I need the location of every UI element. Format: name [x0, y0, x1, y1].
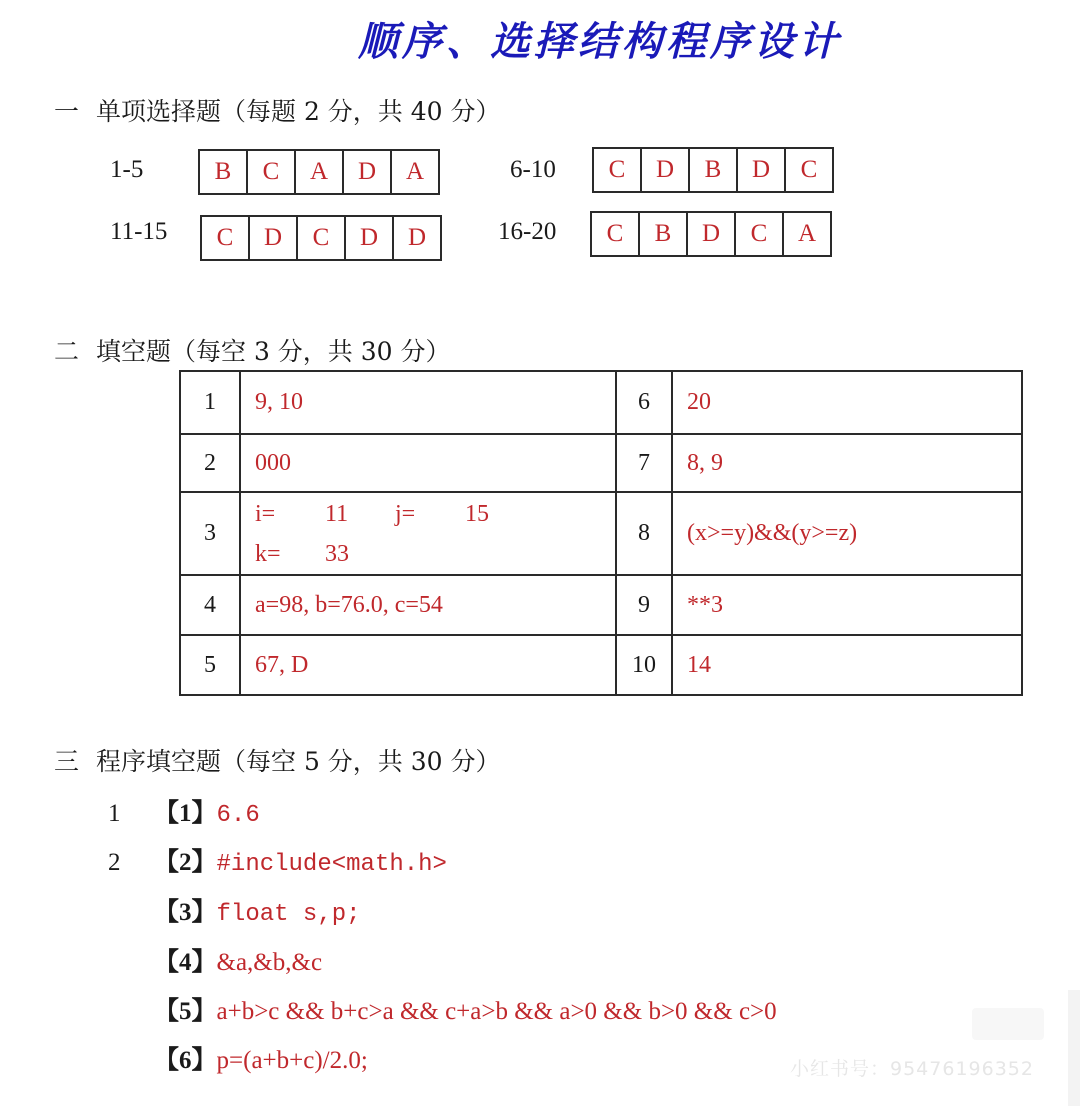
blank-label: 【6】: [154, 1047, 217, 1074]
answer-cell: 9, 10: [240, 371, 616, 434]
answer-cell: **3: [672, 575, 1022, 635]
section-heading-program-fill-in: [54, 744, 501, 780]
section-title: 填空题（每空 3 分，共 30 分）: [96, 337, 451, 366]
blank-label: 【4】: [154, 949, 217, 976]
answer-cell: 20: [672, 371, 1022, 434]
question-number: 9: [616, 575, 672, 635]
answer-cell: a=98, b=76.0, c=54: [240, 575, 616, 635]
choice-range-label: 6-10: [510, 156, 556, 183]
program-answer-item: [108, 845, 447, 883]
question-number: 1: [180, 371, 240, 434]
code-answer: a+b>c && b+c>a && c+a>b && a>0 && b>0 && c>0: [216, 998, 777, 1025]
answer-box: C: [202, 217, 250, 259]
section-heading-fill-in: [54, 334, 451, 370]
table-row: [180, 434, 1022, 492]
answer-box: C: [594, 149, 642, 191]
answer-cell: 000: [240, 434, 616, 492]
answer-cell: [240, 492, 616, 575]
answer-boxes: [592, 147, 834, 193]
answer-box: C: [298, 217, 346, 259]
blank-label: 【3】: [154, 899, 217, 926]
answer-box: B: [690, 149, 738, 191]
choice-range-label: 11-15: [110, 218, 168, 245]
choice-range-label: 16-20: [498, 218, 557, 245]
answer-line: [255, 494, 615, 534]
program-answer-item: [108, 945, 322, 981]
answer-box: A: [797, 220, 817, 247]
program-answer-item: [108, 895, 361, 933]
answer-token: 15: [465, 500, 489, 527]
code-answer: 6.6: [216, 802, 260, 829]
answer-boxes: [198, 149, 440, 195]
watermark-badge: [972, 1008, 1044, 1040]
section-heading-multiple-choice: [54, 94, 501, 130]
problem-number: 1: [108, 800, 121, 827]
code-answer: float s,p;: [216, 901, 361, 928]
choice-range-label: 1-5: [110, 156, 144, 183]
question-number: 3: [180, 492, 240, 575]
answer-box: C: [800, 156, 818, 183]
question-number: 4: [180, 575, 240, 635]
answer-box: C: [736, 213, 784, 255]
answer-box: D: [407, 224, 427, 251]
program-answer-item: [108, 1043, 368, 1079]
question-number: 6: [616, 371, 672, 434]
answer-box: D: [344, 151, 392, 193]
answer-boxes: [590, 211, 832, 257]
section-title: 程序填空题（每空 5 分，共 30 分）: [96, 747, 501, 776]
section-number: 二: [54, 337, 80, 366]
fill-in-answer-table: [179, 370, 1023, 696]
answer-token: 11: [325, 500, 349, 527]
answer-cell: 8, 9: [672, 434, 1022, 492]
table-row: [180, 575, 1022, 635]
answer-box: C: [592, 213, 640, 255]
answer-box: B: [640, 213, 688, 255]
blank-label: 【2】: [154, 849, 217, 876]
program-answer-item: [108, 796, 260, 834]
answer-boxes: [200, 215, 442, 261]
question-number: 8: [616, 492, 672, 575]
answer-box: A: [296, 151, 344, 193]
question-number: 10: [616, 635, 672, 695]
answer-token: j=: [395, 500, 416, 527]
code-answer: &a,&b,&c: [216, 949, 323, 976]
page-edge: [1068, 990, 1080, 1106]
table-row: [180, 635, 1022, 695]
section-number: 三: [54, 747, 80, 776]
blank-label: 【1】: [154, 800, 217, 827]
answer-box: D: [738, 149, 786, 191]
problem-number: 2: [108, 849, 121, 876]
code-answer: p=(a+b+c)/2.0;: [216, 1047, 368, 1074]
answer-cell: 14: [672, 635, 1022, 695]
document-title: 顺序、选择结构程序设计: [358, 18, 842, 65]
answer-token: 33: [325, 540, 349, 567]
section-title: 单项选择题（每题 2 分，共 40 分）: [96, 97, 501, 126]
table-row: [180, 371, 1022, 434]
table-row: [180, 492, 1022, 575]
section-number: 一: [54, 97, 80, 126]
answer-cell: (x>=y)&&(y>=z): [672, 492, 1022, 575]
answer-box: D: [642, 149, 690, 191]
program-answer-item: [108, 994, 777, 1030]
answer-box: D: [346, 217, 394, 259]
answer-box: D: [688, 213, 736, 255]
answer-box: B: [200, 151, 248, 193]
watermark-text: 小红书号：95476196352: [790, 1058, 1034, 1080]
blank-label: 【5】: [154, 998, 217, 1025]
answer-line: [255, 534, 615, 574]
question-number: 2: [180, 434, 240, 492]
answer-box: A: [405, 158, 425, 185]
code-answer: #include<math.h>: [216, 851, 447, 878]
answer-box: C: [248, 151, 296, 193]
answer-cell: 67, D: [240, 635, 616, 695]
answer-token: k=: [255, 540, 281, 567]
question-number: 5: [180, 635, 240, 695]
question-number: 7: [616, 434, 672, 492]
answer-box: D: [250, 217, 298, 259]
answer-token: i=: [255, 500, 276, 527]
